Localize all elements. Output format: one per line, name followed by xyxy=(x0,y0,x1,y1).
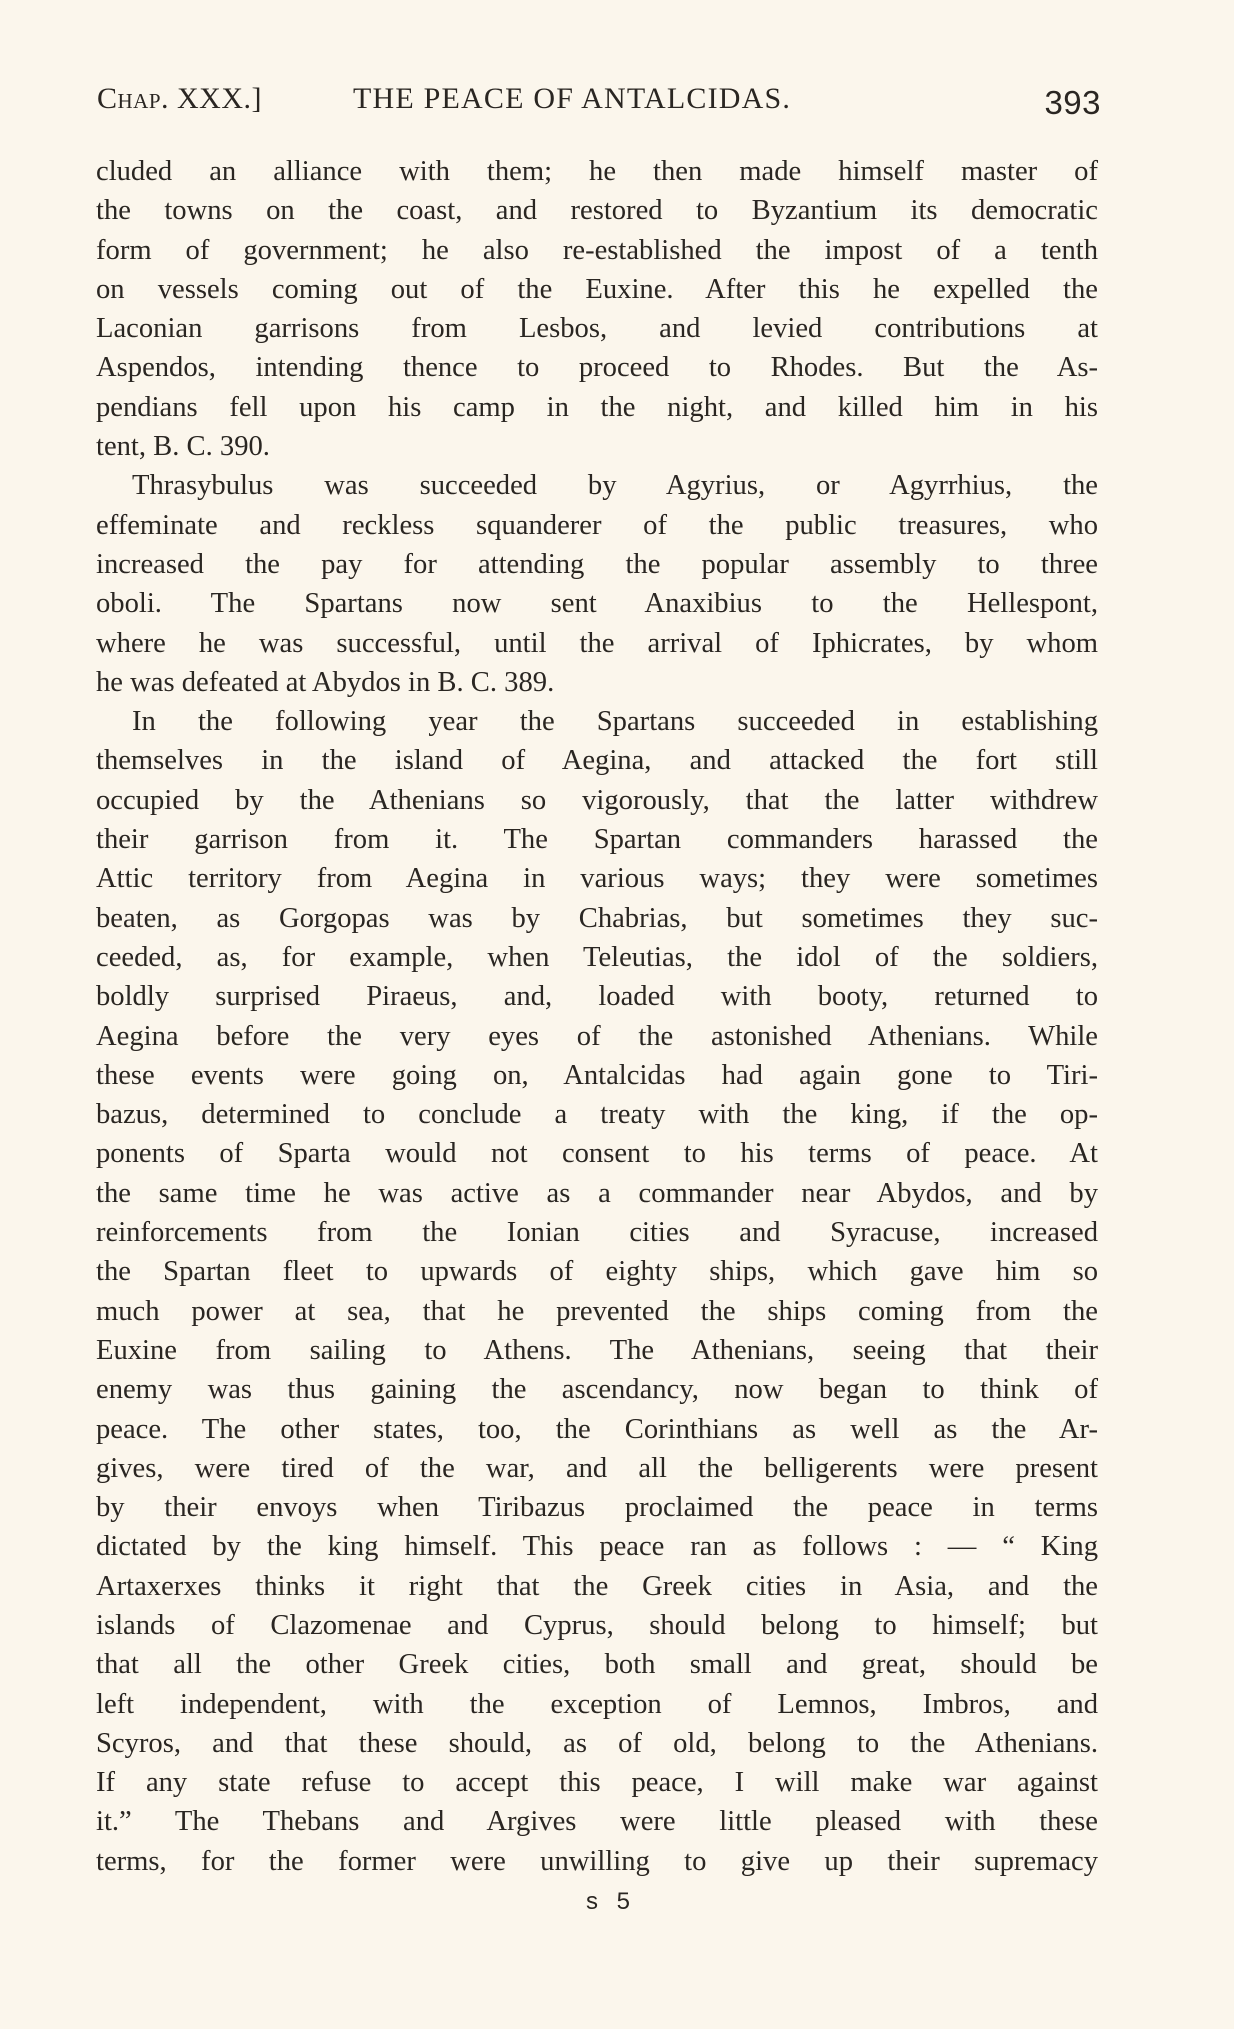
text-line: oboli. The Spartans now sent Anaxibius to the Hellespont, xyxy=(96,588,1098,620)
text-line: terms, for the former were unwilling to give up their supremacy xyxy=(96,1845,1098,1877)
text-line: these events were going on, Antalcidas had again gone to Tiri- xyxy=(96,1059,1098,1091)
text-line: ponents of Sparta would not consent to his terms of peace. At xyxy=(96,1138,1098,1170)
text-line: that all the other Greek cities, both small and great, should be xyxy=(96,1649,1098,1681)
text-line: increased the pay for attending the popular assembly to three xyxy=(96,548,1098,580)
text-line: peace. The other states, too, the Corinthians as well as the Ar- xyxy=(96,1413,1098,1445)
text-line: Scyros, and that these should, as of old, belong to the Athenians. xyxy=(96,1727,1098,1759)
running-head xyxy=(97,82,1101,128)
page-number: 393 xyxy=(1044,84,1101,121)
paragraph-start: In the following year the Spartans succeeded in establishing xyxy=(132,706,1098,738)
paragraph-start: Thrasybulus was succeeded by Agyrius, or Agyrrhius, the xyxy=(132,470,1098,502)
text-line: Artaxerxes thinks it right that the Greek cities in Asia, and the xyxy=(96,1570,1098,1602)
signature-mark: s 5 xyxy=(586,1888,637,1915)
text-line: Aspendos, intending thence to proceed to Rhodes. But the As- xyxy=(96,352,1098,384)
text-line: the same time he was active as a commander near Abydos, and by xyxy=(96,1177,1098,1209)
body-text xyxy=(96,152,1098,1881)
chapter-title: THE PEACE OF ANTALCIDAS. xyxy=(353,82,792,115)
text-line: by their envoys when Tiribazus proclaimed the peace in terms xyxy=(96,1492,1098,1524)
text-line: gives, were tired of the war, and all the belligerents were present xyxy=(96,1452,1098,1484)
text-line: occupied by the Athenians so vigorously, that the latter withdrew xyxy=(96,784,1098,816)
text-line: the towns on the coast, and restored to Byzantium its democratic xyxy=(96,195,1098,227)
text-line: reinforcements from the Ionian cities and Syracuse, increased xyxy=(96,1217,1098,1249)
text-line: bazus, determined to conclude a treaty with the king, if the op- xyxy=(96,1099,1098,1131)
text-line: ceeded, as, for example, when Teleutias, the idol of the soldiers, xyxy=(96,941,1098,973)
text-line: islands of Clazomenae and Cyprus, should belong to himself; but xyxy=(96,1609,1098,1641)
text-line: beaten, as Gorgopas was by Chabrias, but sometimes they suc- xyxy=(96,902,1098,934)
text-line: pendians fell upon his camp in the night, and killed him in his xyxy=(96,391,1098,423)
text-line: If any state refuse to accept this peace, I will make war against xyxy=(96,1767,1098,1799)
text-line: on vessels coming out of the Euxine. After this he expelled the xyxy=(96,273,1098,305)
text-line: he was defeated at Abydos in B. C. 389. xyxy=(96,666,555,698)
text-line: Euxine from sailing to Athens. The Athenians, seeing that their xyxy=(96,1334,1098,1366)
text-line: Attic territory from Aegina in various ways; they were sometimes xyxy=(96,863,1098,895)
text-line: it.” The Thebans and Argives were little pleased with these xyxy=(96,1806,1098,1838)
text-line: dictated by the king himself. This peace ran as follows : — “ King xyxy=(96,1531,1098,1563)
text-line: cluded an alliance with them; he then made himself master of xyxy=(96,156,1098,187)
text-line: themselves in the island of Aegina, and attacked the fort still xyxy=(96,745,1098,777)
text-line: the Spartan fleet to upwards of eighty ships, which gave him so xyxy=(96,1256,1098,1288)
text-line: boldly surprised Piraeus, and, loaded with booty, returned to xyxy=(96,981,1098,1013)
text-line: tent, B. C. 390. xyxy=(96,431,270,463)
text-line: left independent, with the exception of Lemnos, Imbros, and xyxy=(96,1688,1098,1720)
text-line: their garrison from it. The Spartan commanders harassed the xyxy=(96,824,1098,856)
text-line: form of government; he also re-established the impost of a tenth xyxy=(96,234,1098,266)
text-line: enemy was thus gaining the ascendancy, now began to think of xyxy=(96,1374,1098,1406)
text-line: effeminate and reckless squanderer of the public treasures, who xyxy=(96,509,1098,541)
text-line: Aegina before the very eyes of the astonished Athenians. While xyxy=(96,1020,1098,1052)
text-line: much power at sea, that he prevented the ships coming from the xyxy=(96,1295,1098,1327)
chapter-label: Chap. XXX.] xyxy=(97,82,263,115)
text-line: where he was successful, until the arrival of Iphicrates, by whom xyxy=(96,627,1098,659)
text-line: Laconian garrisons from Lesbos, and levied contributions at xyxy=(96,313,1098,345)
